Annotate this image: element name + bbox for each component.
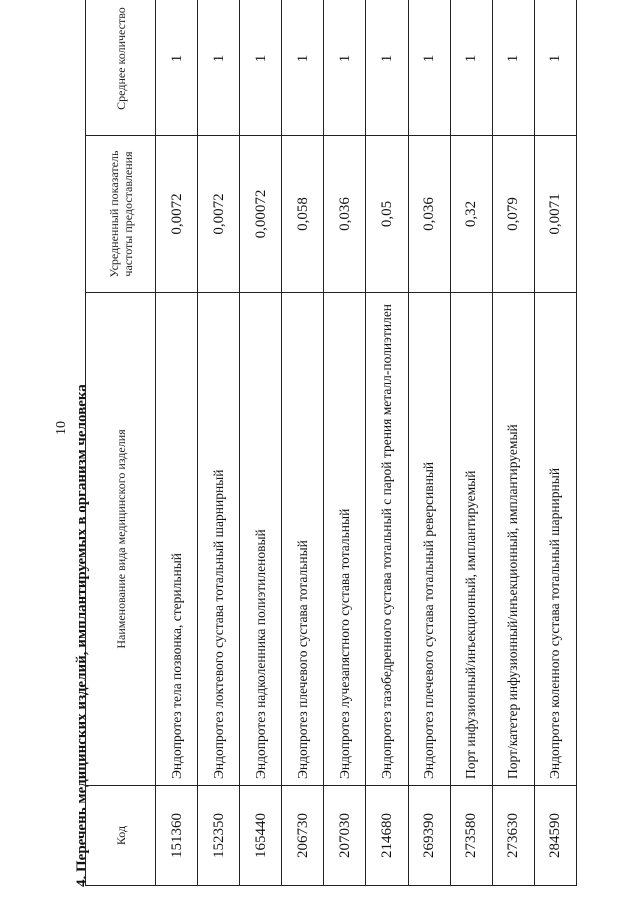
cell-code: 207030 <box>324 786 366 886</box>
cell-code: 206730 <box>282 786 324 886</box>
table-row <box>240 0 282 886</box>
cell-qty: 1 <box>240 0 282 136</box>
cell-rate: 0,036 <box>408 136 450 293</box>
medical-devices-table <box>85 0 577 886</box>
page-number: 10 <box>54 421 69 435</box>
header-rate: Усредненный показатель частоты предоставления <box>86 136 156 293</box>
cell-code: 269390 <box>408 786 450 886</box>
table-header-row <box>86 0 156 886</box>
cell-name: Эндопротез плечевого сустава тотальный <box>282 293 324 786</box>
cell-code: 214680 <box>366 786 408 886</box>
table-row <box>324 0 366 886</box>
cell-rate: 0,036 <box>324 136 366 293</box>
cell-qty: 1 <box>450 0 492 136</box>
cell-code: 151360 <box>156 786 198 886</box>
cell-code: 273580 <box>450 786 492 886</box>
cell-rate: 0,079 <box>492 136 534 293</box>
cell-name: Порт инфузионный/инъекционный, имплантируемый <box>450 293 492 786</box>
table-row <box>282 0 324 886</box>
cell-rate: 0,00072 <box>240 136 282 293</box>
cell-name: Эндопротез лучезапястного сустава тотальный <box>324 293 366 786</box>
header-qty: Среднее количество <box>86 0 156 136</box>
cell-qty: 1 <box>534 0 576 136</box>
table-row <box>198 0 240 886</box>
cell-name: Эндопротез тела позвонка, стерильный <box>156 293 198 786</box>
cell-qty: 1 <box>492 0 534 136</box>
table-row <box>492 0 534 886</box>
cell-name: Эндопротез локтевого сустава тотальный шарнирный <box>198 293 240 786</box>
cell-code: 284590 <box>534 786 576 886</box>
cell-name: Порт/катетер инфузионный/инъекционный, имплантируемый <box>492 293 534 786</box>
cell-code: 165440 <box>240 786 282 886</box>
cell-qty: 1 <box>366 0 408 136</box>
cell-qty: 1 <box>198 0 240 136</box>
cell-rate: 0,05 <box>366 136 408 293</box>
table-row <box>408 0 450 886</box>
cell-rate: 0,0072 <box>198 136 240 293</box>
cell-rate: 0,058 <box>282 136 324 293</box>
cell-rate: 0,32 <box>450 136 492 293</box>
cell-qty: 1 <box>282 0 324 136</box>
cell-name: Эндопротез коленного сустава тотальный шарнирный <box>534 293 576 786</box>
cell-code: 152350 <box>198 786 240 886</box>
table-row <box>156 0 198 886</box>
header-code: Код <box>86 786 156 886</box>
cell-rate: 0,0072 <box>156 136 198 293</box>
cell-qty: 1 <box>156 0 198 136</box>
cell-qty: 1 <box>324 0 366 136</box>
table-row <box>450 0 492 886</box>
cell-name: Эндопротез надколенника полиэтиленовый <box>240 293 282 786</box>
cell-name: Эндопротез тазобедренного сустава тотальный с парой трения металл-полиэтилен <box>366 293 408 786</box>
cell-code: 273630 <box>492 786 534 886</box>
section-title: 4. Перечень медицинских изделий, имплантируемых в организм человека <box>74 384 90 887</box>
cell-qty: 1 <box>408 0 450 136</box>
cell-name: Эндопротез плечевого сустава тотальный реверсивный <box>408 293 450 786</box>
table-row <box>534 0 576 886</box>
header-name: Наименование вида медицинского изделия <box>86 293 156 786</box>
table-row <box>366 0 408 886</box>
cell-rate: 0,0071 <box>534 136 576 293</box>
